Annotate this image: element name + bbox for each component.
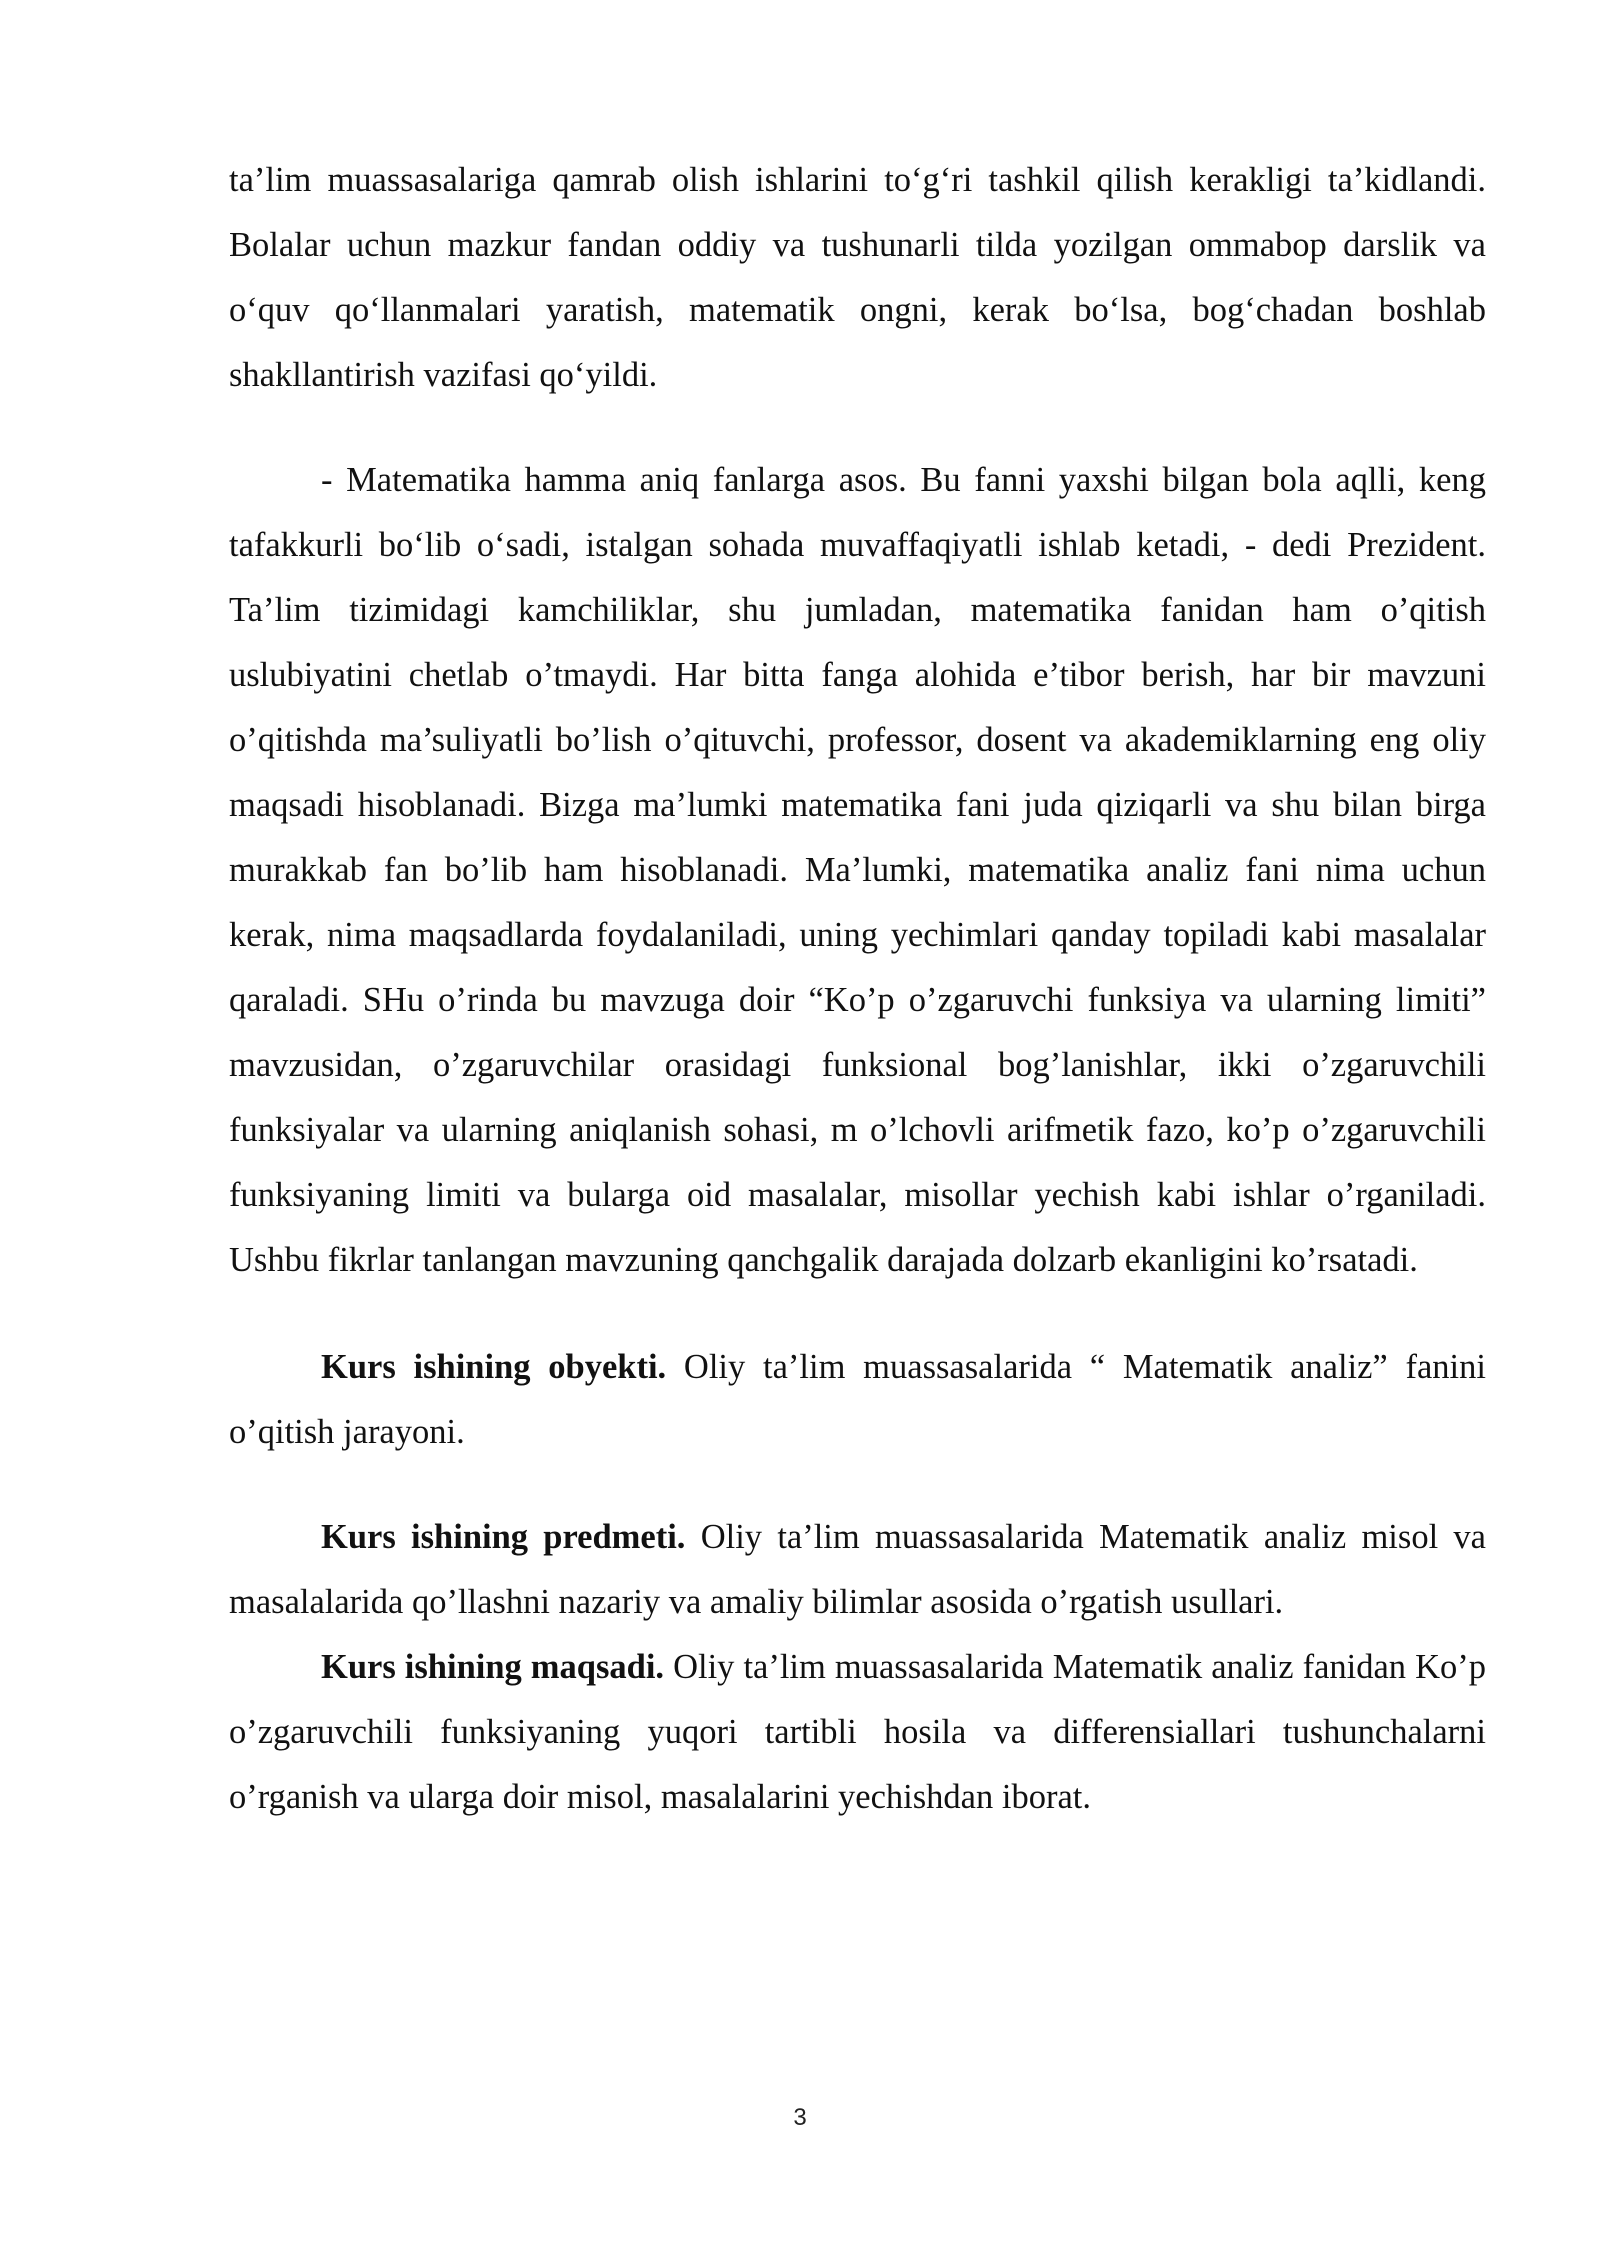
course-goal-label: Kurs ishining maqsadi. xyxy=(321,1648,665,1686)
course-object-label: Kurs ishining obyekti. xyxy=(321,1348,667,1386)
course-object-text: Oliy ta’lim muassasalarida “ Matematik analiz” fanini o’qitish jarayoni. xyxy=(229,1348,1486,1451)
paragraph-president-quote-text: - Matematika hamma aniq fanlarga asos. Bu fanni yaxshi bilgan bola aqlli, keng tafakkurli bo‘lib o‘sadi, istalgan sohada muvaffaqiyatli ishlab ketadi, - dedi Prezident. Ta’lim tizimidagi kamchiliklar, shu jumladan, matematika fanidan ham o’qitish uslubiyatini chetlab o’tmaydi. Har bitta fanga alohida e’tibor berish, har bir mavzuni o’qitishda ma’suliyatli bo’lish o’qituvchi, professor, dosent va akademiklarning eng oliy maqsadi hisoblanadi. Bizga ma’lumki matematika fani juda qiziqarli va shu bilan birga murakkab fan bo’lib ham hisoblanadi. Ma’lumki, matematika analiz fani nima uchun kerak, nima maqsadlarda foydalaniladi, uning yechimlari qanday topiladi kabi masalalar qaraladi. SHu o’rinda bu mavzuga doir “Ko’p o’zgaruvchi funksiya va ularning limiti” mavzusidan, o’zgaruvchilar orasidagi funksional bog’lanishlar, ikki o’zgaruvchili funksiyalar va ularning aniqlanish sohasi, m o’lchovli arifmetik fazo, ko’p o’zgaruvchili funksiyaning limiti va bularga oid masalalar, misollar yechish kabi ishlar o’rganiladi. Ushbu fikrlar tanlangan mavzuning qanchgalik darajada dolzarb ekanligini ko’rsatadi. xyxy=(229,461,1486,1279)
page-body xyxy=(229,148,1486,1830)
paragraph-president-quote xyxy=(229,448,1486,1293)
paragraph-course-object xyxy=(229,1335,1486,1465)
page-number: 3 xyxy=(793,2104,807,2131)
course-subject-text: Oliy ta’lim muassasalarida Matematik analiz misol va masalalarida qo’llashni nazariy va amaliy bilimlar asosida o’rgatish usullari. xyxy=(229,1518,1486,1621)
paragraph-course-goal xyxy=(229,1635,1486,1830)
paragraph-intro-text: ta’lim muassasalariga qamrab olish ishlarini to‘g‘ri tashkil qilish kerakligi ta’kidlandi. Bolalar uchun mazkur fandan oddiy va tushunarli tilda yozilgan ommabop darslik va o‘quv qo‘llanmalari yaratish, matematik ongni, kerak bo‘lsa, bog‘chadan boshlab shakllantirish vazifasi qo‘yildi. xyxy=(229,161,1486,394)
paragraph-course-subject xyxy=(229,1505,1486,1635)
course-subject-label: Kurs ishining predmeti. xyxy=(321,1518,686,1556)
course-goal-text: Oliy ta’lim muassasalarida Matematik analiz fanidan Ko’p o’zgaruvchili funksiyaning yuqori tartibli hosila va differensiallari tushunchalarni o’rganish va ularga doir misol, masalalarini yechishdan iborat. xyxy=(229,1648,1486,1816)
paragraph-intro xyxy=(229,148,1486,408)
